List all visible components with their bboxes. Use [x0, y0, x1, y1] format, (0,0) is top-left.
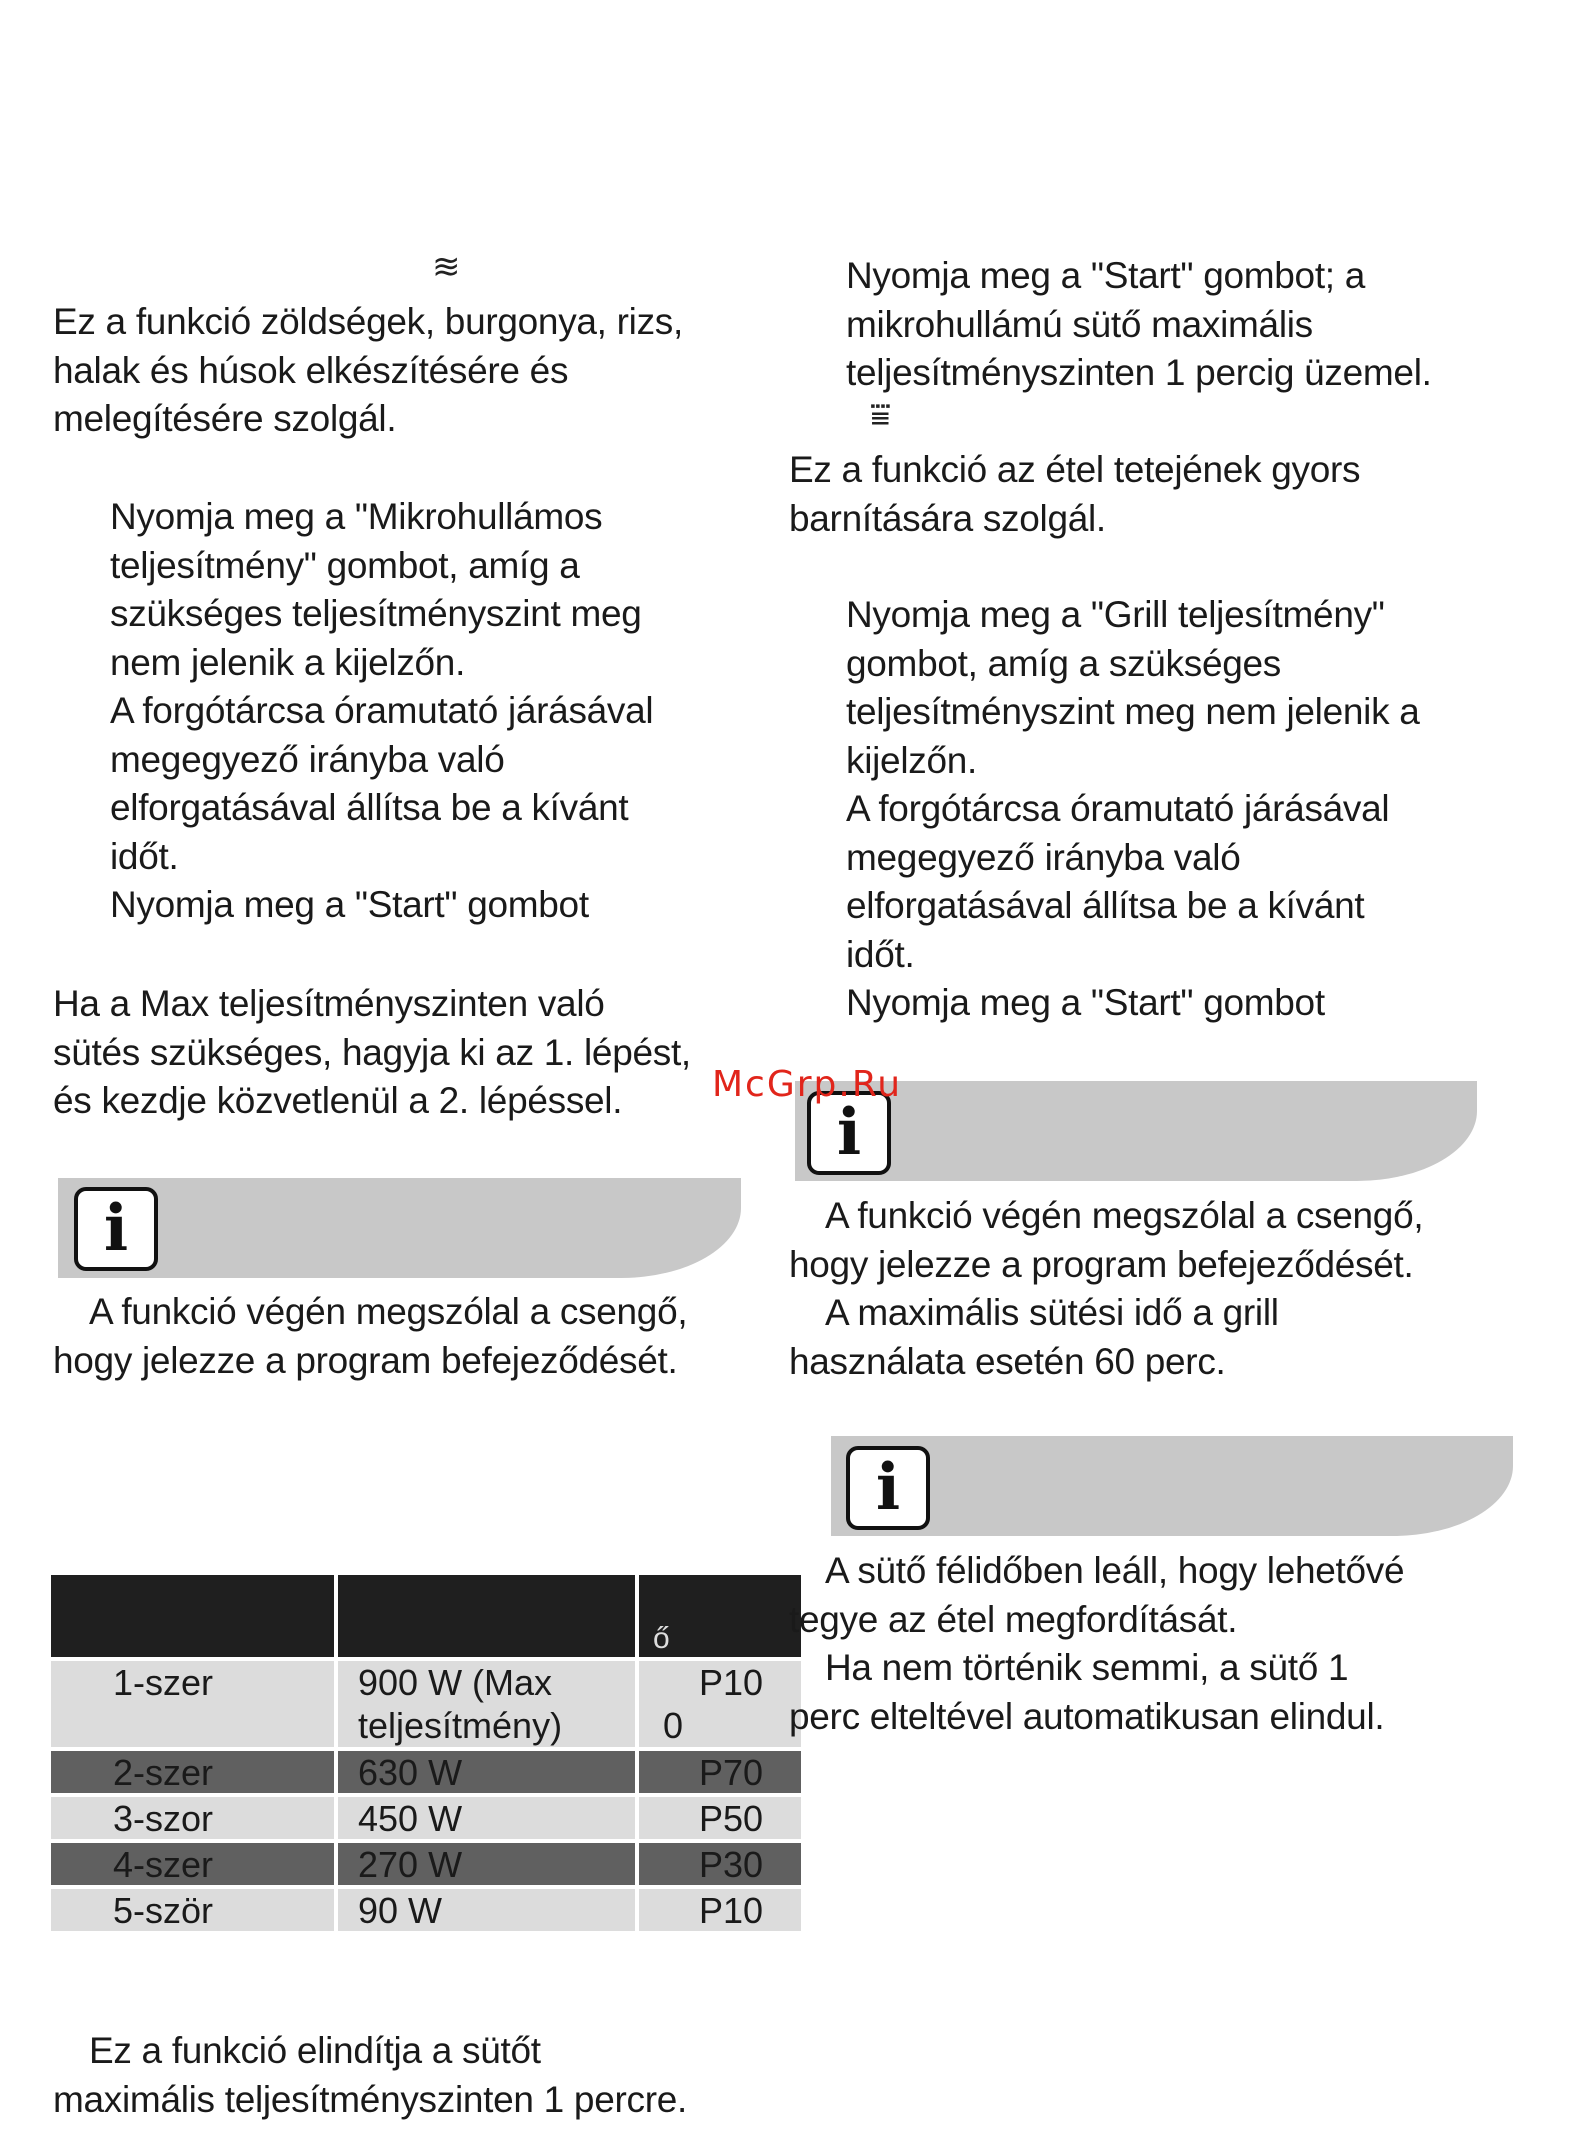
text-line: és kezdje közvetlenül a 2. lépéssel. — [53, 1080, 623, 1121]
text-line: A sütő félidőben leáll, hogy lehetővé — [825, 1550, 1405, 1591]
watermark-logo: McGrp.Ru — [712, 1064, 903, 1105]
info-note-right-1 — [789, 1192, 1423, 1386]
cell-line: P70 — [698, 1752, 763, 1793]
text-line: Nyomja meg a "Start" gombot — [110, 884, 589, 925]
table-cell-code — [639, 1661, 801, 1747]
table-header-cell — [639, 1575, 801, 1657]
cell-line: 0 — [663, 1705, 684, 1746]
text-line: mikrohullámú sütő maximális — [846, 303, 1313, 345]
microwave-steps — [110, 493, 653, 930]
cell-line: teljesítmény) — [358, 1705, 563, 1746]
info-note-left — [53, 1288, 687, 1385]
text-line: teljesítmény" gombot, amíg a — [110, 544, 580, 586]
text-line: Nyomja meg a "Start" gombot — [846, 982, 1325, 1023]
text-line: nem jelenik a kijelzőn. — [110, 641, 466, 683]
table-cell-press: 3-szor — [51, 1797, 334, 1839]
text-line: halak és húsok elkészítésére és — [53, 349, 569, 391]
table-row — [51, 1661, 801, 1747]
info-icon: i — [74, 1187, 158, 1271]
text-line: teljesítményszinten 1 percig üzemel. — [846, 352, 1432, 393]
table-cell-press: 4-szer — [51, 1843, 334, 1885]
table-cell-press: 5-ször — [51, 1889, 334, 1931]
table-cell-power — [338, 1661, 635, 1747]
microwave-waves-icon: ≋ — [432, 248, 461, 286]
text-line: Nyomja meg a "Mikrohullámos — [110, 496, 603, 537]
text-line: Ez a funkció zöldségek, burgonya, rizs, — [53, 301, 683, 342]
text-line: A forgótárcsa óramutató járásával — [110, 690, 654, 731]
text-line: Nyomja meg a "Start" gombot; a — [846, 255, 1366, 296]
text-line: elforgatásával állítsa be a kívánt — [110, 787, 629, 828]
text-line: megegyező irányba való — [110, 738, 505, 780]
text-line: teljesítményszint meg nem jelenik a — [846, 691, 1420, 732]
table-row — [51, 1797, 801, 1839]
text-line: megegyező irányba való — [846, 836, 1241, 878]
table-cell-power: 90 W — [338, 1889, 635, 1931]
info-bar-left — [58, 1178, 741, 1278]
text-line: barnítására szolgál. — [789, 497, 1106, 539]
max-power-note — [53, 980, 691, 1126]
text-line: A funkció végén megszólal a csengő, — [89, 1291, 688, 1332]
table-cell-code — [639, 1751, 801, 1793]
table-cell-press: 1-szer — [51, 1661, 334, 1747]
table-cell-power: 630 W — [338, 1751, 635, 1793]
quick-start-intro — [53, 2027, 687, 2124]
microwave-intro — [53, 298, 683, 444]
text-line: Ez a funkció elindítja a sütőt — [89, 2030, 541, 2071]
text-line: elforgatásával állítsa be a kívánt — [846, 885, 1365, 926]
table-cell-power: 270 W — [338, 1843, 635, 1885]
table-header-cell — [51, 1575, 334, 1657]
table-row — [51, 1843, 801, 1885]
info-bar-right-2 — [831, 1436, 1513, 1536]
table-row — [51, 1889, 801, 1931]
text-line: sütés szükséges, hagyja ki az 1. lépést, — [53, 1031, 691, 1073]
text-line: szükséges teljesítményszint meg — [110, 593, 642, 634]
text-line: melegítésére szolgál. — [53, 398, 397, 439]
text-line: hogy jelezze a program befejeződését. — [53, 1339, 678, 1381]
text-line: kijelzőn. — [846, 739, 977, 781]
info-note-right-2 — [789, 1547, 1404, 1741]
cell-line: 900 W (Max — [358, 1662, 553, 1703]
text-line: időt. — [846, 933, 915, 975]
cell-line: P10 — [698, 1890, 763, 1931]
grill-steps — [846, 591, 1420, 1028]
text-line: gombot, amíg a szükséges — [846, 642, 1281, 684]
text-line: tegye az étel megfordítását. — [789, 1598, 1238, 1640]
text-line: Ha nem történik semmi, a sütő 1 — [825, 1647, 1349, 1688]
grill-icon: ⩸ — [870, 396, 891, 434]
text-line: Ha a Max teljesítményszinten való — [53, 983, 605, 1024]
table-cell-code — [639, 1797, 801, 1839]
text-line: maximális teljesítményszinten 1 percre. — [53, 2078, 687, 2120]
quick-start-step — [846, 252, 1432, 398]
text-line: időt. — [110, 835, 179, 877]
text-line: perc elteltével automatikusan elindul. — [789, 1695, 1385, 1737]
text-line: használata esetén 60 perc. — [789, 1340, 1226, 1382]
text-line: A maximális sütési idő a grill — [825, 1292, 1279, 1333]
text-line: Nyomja meg a "Grill teljesítmény" — [846, 594, 1385, 635]
cell-line: P50 — [698, 1798, 763, 1839]
grill-intro — [789, 446, 1360, 543]
table-cell-press: 2-szer — [51, 1751, 334, 1793]
text-line: A funkció végén megszólal a csengő, — [825, 1195, 1424, 1236]
table-header-row — [51, 1575, 801, 1657]
table-cell-power: 450 W — [338, 1797, 635, 1839]
info-icon: i — [807, 1091, 891, 1175]
table-row — [51, 1751, 801, 1793]
table-cell-code — [639, 1889, 801, 1931]
text-line: A forgótárcsa óramutató járásával — [846, 788, 1390, 829]
cell-line: P10 — [698, 1662, 763, 1703]
cell-line: P30 — [698, 1844, 763, 1885]
info-icon: i — [846, 1446, 930, 1530]
text-line: hogy jelezze a program befejeződését. — [789, 1243, 1414, 1285]
table-header-text: ő — [653, 1622, 670, 1655]
text-line: Ez a funkció az étel tetejének gyors — [789, 449, 1361, 490]
table-header-cell — [338, 1575, 635, 1657]
table-cell-code — [639, 1843, 801, 1885]
